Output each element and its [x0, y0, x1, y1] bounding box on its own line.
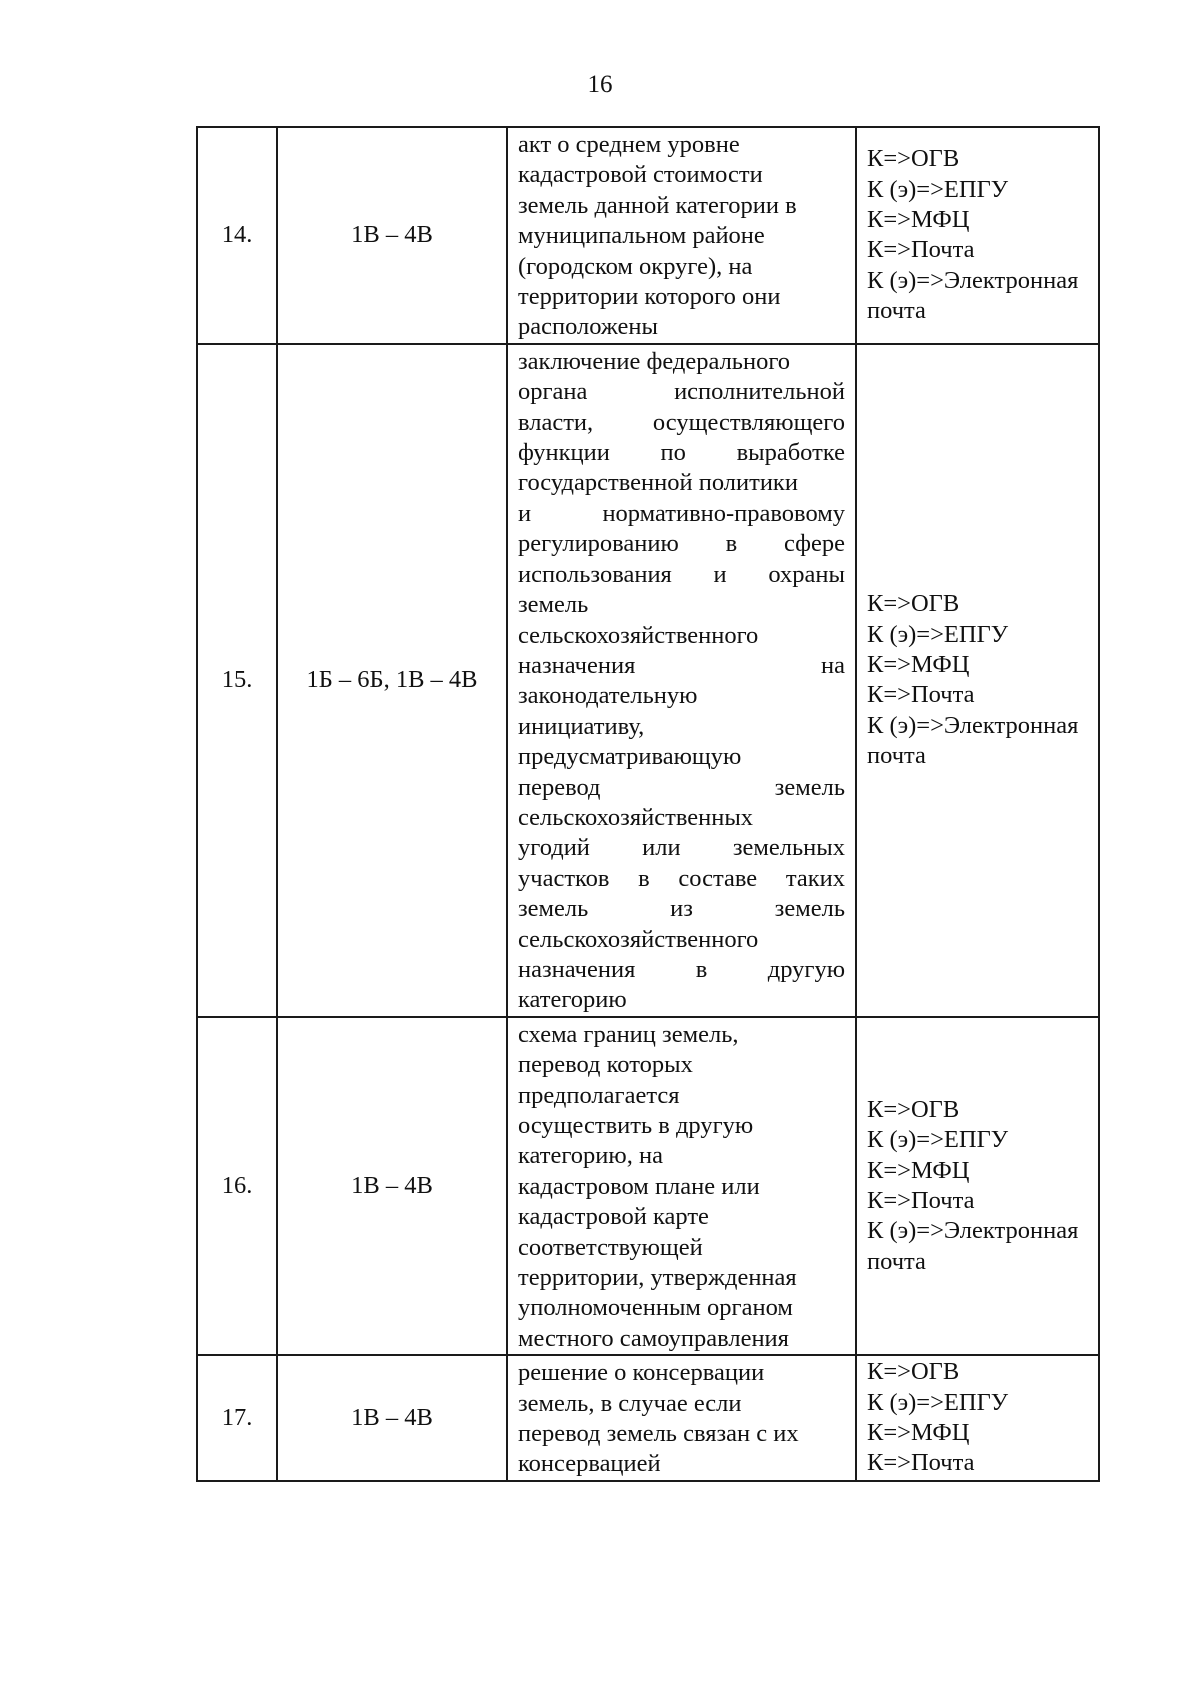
document-line: сельскохозяйственных	[518, 803, 754, 831]
document-line: назначения на	[518, 651, 845, 679]
document-line: участков в составе таких	[518, 864, 845, 892]
channel-line: К=>ОГВ	[867, 1095, 960, 1123]
delivery-channels	[856, 344, 1099, 1017]
document-line: предполагается	[518, 1081, 680, 1109]
document-line: законодательную	[518, 682, 698, 710]
row-code: 1В – 4В	[277, 1355, 507, 1481]
document-description	[507, 127, 856, 344]
channel-line: К (э)=>ЕПГУ	[867, 175, 1009, 203]
document-line: осуществить в другую	[518, 1112, 754, 1139]
document-line: кадастровой карте	[518, 1203, 709, 1231]
channel-line: К (э)=>ЕПГУ	[867, 620, 1009, 648]
page-number: 16	[587, 71, 613, 98]
channel-line: почта	[867, 1247, 926, 1275]
document-line: предусматривающую	[518, 743, 742, 771]
document-line: кадастровом плане или	[518, 1172, 760, 1200]
document-line: акт о среднем уровне	[518, 131, 740, 158]
document-line: функции по выработке	[518, 439, 845, 467]
channel-line: К=>ОГВ	[867, 590, 960, 618]
document-line: соответствующей	[518, 1233, 703, 1261]
document-line: территории, утвержденная	[518, 1264, 797, 1292]
channel-line: почта	[867, 742, 926, 770]
channel-line: К=>МФЦ	[867, 1156, 970, 1184]
document-line: государственной политики	[518, 469, 798, 497]
row-number: 14.	[197, 127, 277, 344]
document-line: сельскохозяйственного	[518, 621, 759, 649]
row-number: 16.	[197, 1017, 277, 1355]
table-row	[197, 1017, 1099, 1355]
channel-line: К=>ОГВ	[867, 145, 960, 173]
channel-line: К=>Почта	[867, 1187, 975, 1215]
row-number: 17.	[197, 1355, 277, 1481]
document-line: кадастровой стоимости	[518, 161, 763, 189]
delivery-channels	[856, 1017, 1099, 1355]
channel-line: К=>ОГВ	[867, 1358, 960, 1386]
document-line: уполномоченным органом	[518, 1294, 793, 1322]
channel-line: К=>МФЦ	[867, 1419, 970, 1447]
document-line: категорию, на	[518, 1142, 663, 1170]
table-row	[197, 1355, 1099, 1481]
document-line: сельскохозяйственного	[518, 925, 759, 953]
document-description	[507, 1017, 856, 1355]
row-code: 1В – 4В	[277, 127, 507, 344]
document-line: земель из земель	[518, 895, 845, 923]
document-line: использования и охраны	[518, 560, 845, 588]
documents-table	[196, 126, 1100, 1482]
document-line: консервацией	[518, 1450, 661, 1478]
document-line: органа исполнительной	[518, 378, 845, 406]
document-line: местного самоуправления	[518, 1324, 789, 1352]
document-line: муниципальном районе	[518, 222, 765, 250]
document-line: инициативу,	[518, 712, 645, 740]
row-number: 15.	[197, 344, 277, 1017]
document-description	[507, 1355, 856, 1481]
channel-line: К=>Почта	[867, 1449, 975, 1477]
document-line: перевод которых	[518, 1051, 693, 1079]
document-line: власти, осуществляющего	[518, 408, 845, 436]
document-description	[507, 344, 856, 1017]
table-row	[197, 127, 1099, 344]
document-line: и нормативно-правовому	[518, 499, 845, 527]
document-line: перевод земель связан с их	[518, 1420, 799, 1448]
channel-line: К (э)=>ЕПГУ	[867, 1126, 1009, 1154]
document-line: (городском округе), на	[518, 252, 753, 280]
channel-line: К (э)=>Электронная	[867, 711, 1079, 739]
document-line: схема границ земель,	[518, 1020, 739, 1048]
row-code: 1Б – 6Б, 1В – 4В	[277, 344, 507, 1017]
channel-line: почта	[867, 297, 926, 325]
document-line: земель	[518, 591, 589, 619]
document-line: угодий или земельных	[518, 834, 845, 862]
channel-line: К (э)=>Электронная	[867, 266, 1079, 294]
document-line: категорию	[518, 986, 627, 1014]
document-line: земель, в случае если	[518, 1389, 742, 1417]
channel-line: К (э)=>Электронная	[867, 1217, 1079, 1245]
document-line: территории которого они	[518, 283, 781, 311]
document-line: перевод земель	[518, 773, 845, 801]
channel-line: К=>МФЦ	[867, 650, 970, 678]
document-line: решение о консервации	[518, 1359, 765, 1387]
document-line: регулированию в сфере	[518, 530, 845, 558]
channel-line: К (э)=>ЕПГУ	[867, 1388, 1009, 1416]
row-code: 1В – 4В	[277, 1017, 507, 1355]
delivery-channels	[856, 1355, 1099, 1481]
table-row	[197, 344, 1099, 1017]
channel-line: К=>Почта	[867, 236, 975, 264]
channel-line: К=>МФЦ	[867, 206, 970, 234]
document-line: земель данной категории в	[518, 191, 797, 219]
delivery-channels	[856, 127, 1099, 344]
channel-line: К=>Почта	[867, 681, 975, 709]
document-line: заключение федерального	[518, 347, 791, 375]
document-line: расположены	[518, 313, 658, 341]
document-line: назначения в другую	[518, 955, 845, 983]
